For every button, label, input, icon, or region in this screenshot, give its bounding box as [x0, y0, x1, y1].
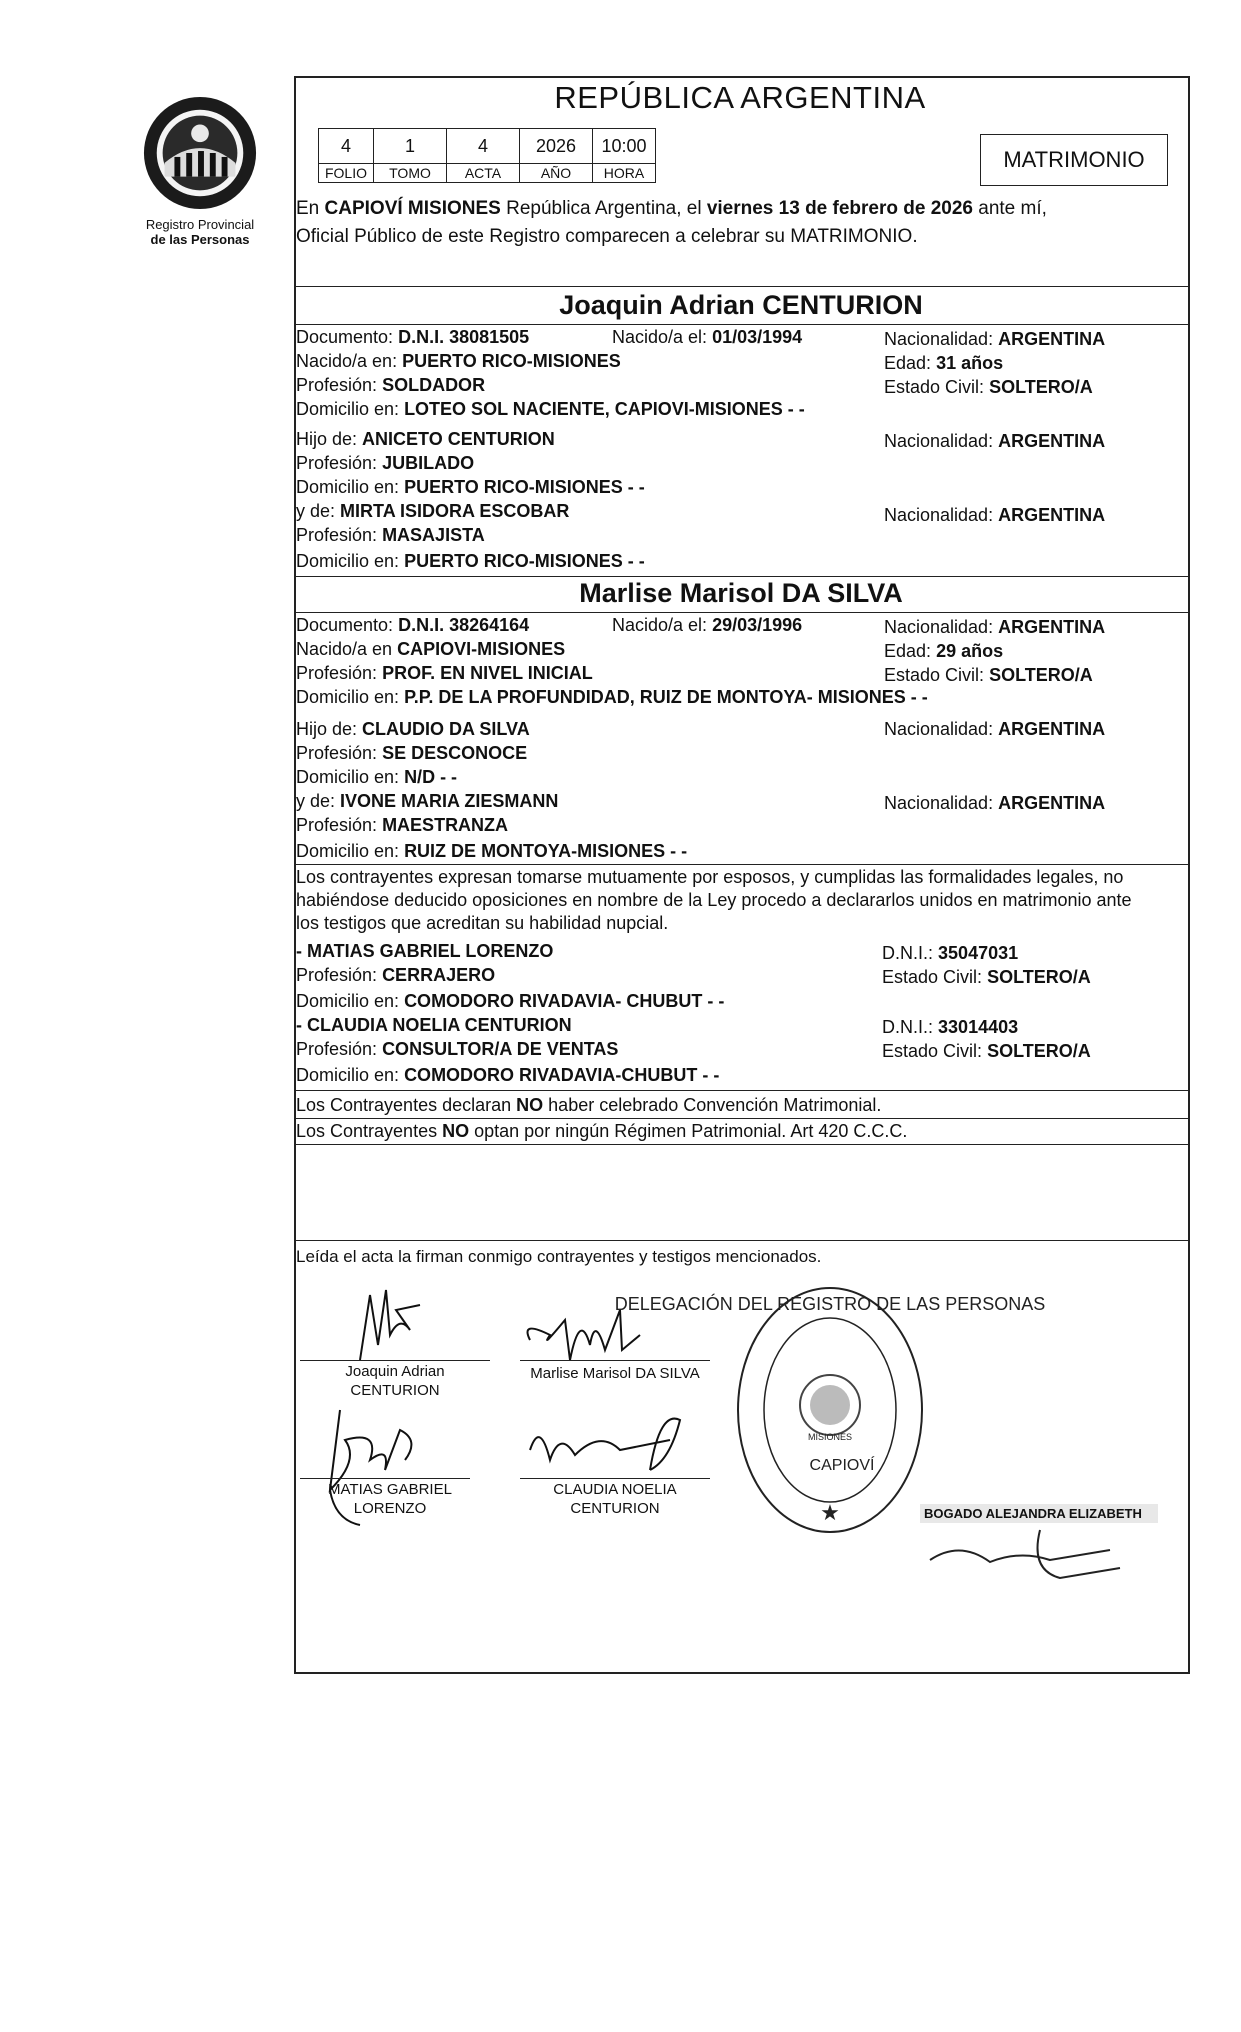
logo-caption-line1: Registro Provincial: [145, 217, 255, 232]
firma-intro: Leída el acta la firman conmigo contrayentes y testigos mencionados.: [296, 1247, 822, 1266]
c2-padre-nacionalidad: Nacionalidad: ARGENTINA: [884, 719, 1106, 739]
registry-table: [318, 128, 656, 183]
sig2-caption: Marlise Marisol DA SILVA: [530, 1365, 700, 1382]
declaration-paragraph: Los contrayentes expresan tomarse mutuamente por esposos, y cumplidas las formalidades legales, no habiéndose deducido oposiciones en nombre de la Ley procedo a declararlos unidos en matrimonio ante los testigos que acreditan su habilidad nupcial.: [296, 867, 1132, 933]
c2-domicilio: Domicilio en: P.P. DE LA PROFUNDIDAD, RUIZ DE MONTOYA- MISIONES - -: [296, 687, 928, 707]
c2-madre-domicilio: Domicilio en: RUIZ DE MONTOYA-MISIONES - -: [296, 841, 688, 861]
stamp-ring-text: DELEGACIÓN DEL REGISTRO DE LAS PERSONAS: [614, 1294, 1046, 1314]
c2-estado-civil: Estado Civil: SOLTERO/A: [884, 665, 1093, 685]
hora-label: HORA: [593, 164, 656, 183]
signature-contrayente1: [330, 1275, 440, 1370]
hora-value: 10:00: [593, 129, 656, 164]
sig3-caption: MATIAS GABRIEL LORENZO: [328, 1481, 452, 1517]
c1-padre-profesion: Profesión: JUBILADO: [296, 453, 475, 473]
convencion-line: Los Contrayentes declaran NO haber celebrado Convención Matrimonial.: [296, 1095, 882, 1115]
c2-profesion: Profesión: PROF. EN NIVEL INICIAL: [296, 663, 593, 683]
divider: [294, 612, 1188, 613]
regimen-line: Los Contrayentes NO optan por ningún Régimen Patrimonial. Art 420 C.C.C.: [296, 1121, 908, 1141]
sig1-caption: Joaquin Adrian CENTURION: [345, 1363, 445, 1399]
stamp-center-text: CAPIOVÍ: [809, 1457, 875, 1474]
divider: [294, 1090, 1188, 1091]
anio-value: 2026: [520, 129, 593, 164]
svg-text:★: ★: [820, 1500, 840, 1525]
sig4-caption: CLAUDIA NOELIA CENTURION: [553, 1481, 677, 1517]
c1-madre-nacionalidad: Nacionalidad: ARGENTINA: [884, 505, 1106, 525]
official-signature: [920, 1520, 1160, 1580]
provincial-seal-icon: [141, 94, 259, 212]
official-name-stamp: BOGADO ALEJANDRA ELIZABETH: [920, 1504, 1158, 1523]
record-type-box: MATRIMONIO: [980, 134, 1168, 186]
divider: [294, 1144, 1188, 1145]
signature-line: [300, 1360, 490, 1361]
c1-nacionalidad: Nacionalidad: ARGENTINA: [884, 329, 1106, 349]
testigo2-estado-civil: Estado Civil: SOLTERO/A: [882, 1041, 1091, 1061]
c1-padre: Hijo de: ANICETO CENTURION: [296, 429, 555, 449]
page-title: REPÚBLICA ARGENTINA: [554, 80, 926, 115]
intro-line2: Oficial Público de este Registro comparecen a celebrar su MATRIMONIO.: [296, 226, 918, 247]
c1-madre: y de: MIRTA ISIDORA ESCOBAR: [296, 501, 570, 521]
c2-madre-profesion: Profesión: MAESTRANZA: [296, 815, 509, 835]
tomo-label: TOMO: [374, 164, 447, 183]
c1-domicilio: Domicilio en: LOTEO SOL NACIENTE, CAPIOVI-MISIONES - -: [296, 399, 805, 419]
stamp-inner-text: MISIONES: [807, 1432, 853, 1442]
registry-logo: [140, 94, 260, 247]
acta-label: ACTA: [447, 164, 520, 183]
c1-profesion: Profesión: SOLDADOR: [296, 375, 486, 395]
c2-nacido-en: Nacido/a en CAPIOVI-MISIONES: [296, 639, 566, 659]
contrayente2-name: Marlise Marisol DA SILVA: [579, 578, 903, 608]
intro-line1: En CAPIOVÍ MISIONES República Argentina, el viernes 13 de febrero de 2026 ante mí,: [296, 198, 1047, 219]
tomo-value: 1: [374, 129, 447, 164]
signature-line: [300, 1478, 470, 1479]
c2-madre-nacionalidad: Nacionalidad: ARGENTINA: [884, 793, 1106, 813]
divider: [294, 1118, 1188, 1119]
signature-line: [520, 1478, 710, 1479]
testigo1-domicilio: Domicilio en: COMODORO RIVADAVIA- CHUBUT - -: [296, 991, 725, 1011]
folio-label: FOLIO: [319, 164, 374, 183]
anio-label: AÑO: [520, 164, 593, 183]
c1-edad: Edad: 31 años: [884, 353, 1004, 373]
c1-nacido-el: Nacido/a el: 01/03/1994: [612, 327, 803, 347]
divider: [294, 1240, 1188, 1241]
testigo2-domicilio: Domicilio en: COMODORO RIVADAVIA-CHUBUT - -: [296, 1065, 720, 1085]
divider: [294, 864, 1188, 865]
c2-padre: Hijo de: CLAUDIO DA SILVA: [296, 719, 530, 739]
divider: [294, 286, 1188, 287]
acta-value: 4: [447, 129, 520, 164]
c2-documento: Documento: D.N.I. 38264164: [296, 615, 530, 635]
c2-padre-domicilio: Domicilio en: N/D - -: [296, 767, 458, 787]
divider: [294, 576, 1188, 577]
c2-nacido-el: Nacido/a el: 29/03/1996: [612, 615, 803, 635]
testigo1-profesion: Profesión: CERRAJERO: [296, 965, 496, 985]
signature-line: [520, 1360, 710, 1361]
c1-madre-domicilio: Domicilio en: PUERTO RICO-MISIONES - -: [296, 551, 645, 571]
contrayente1-name: Joaquin Adrian CENTURION: [559, 290, 923, 320]
testigo1-dni: D.N.I.: 35047031: [882, 943, 1019, 963]
logo-caption-line2: de las Personas: [150, 232, 250, 247]
c2-nacionalidad: Nacionalidad: ARGENTINA: [884, 617, 1106, 637]
testigo2-dni: D.N.I.: 33014403: [882, 1017, 1019, 1037]
c1-madre-profesion: Profesión: MASAJISTA: [296, 525, 485, 545]
testigo2-nombre: - CLAUDIA NOELIA CENTURION: [296, 1015, 572, 1035]
folio-value: 4: [319, 129, 374, 164]
c2-edad: Edad: 29 años: [884, 641, 1004, 661]
divider: [294, 324, 1188, 325]
c1-estado-civil: Estado Civil: SOLTERO/A: [884, 377, 1093, 397]
c2-madre: y de: IVONE MARIA ZIESMANN: [296, 791, 559, 811]
c1-padre-nacionalidad: Nacionalidad: ARGENTINA: [884, 431, 1106, 451]
c1-nacido-en: Nacido/a en: PUERTO RICO-MISIONES: [296, 351, 621, 371]
signature-testigo2: [520, 1400, 720, 1480]
c2-padre-profesion: Profesión: SE DESCONOCE: [296, 743, 528, 763]
testigo1-nombre: - MATIAS GABRIEL LORENZO: [296, 941, 554, 961]
testigo1-estado-civil: Estado Civil: SOLTERO/A: [882, 967, 1091, 987]
c1-padre-domicilio: Domicilio en: PUERTO RICO-MISIONES - -: [296, 477, 645, 497]
testigo2-profesion: Profesión: CONSULTOR/A DE VENTAS: [296, 1039, 619, 1059]
c1-documento: Documento: D.N.I. 38081505: [296, 327, 530, 347]
